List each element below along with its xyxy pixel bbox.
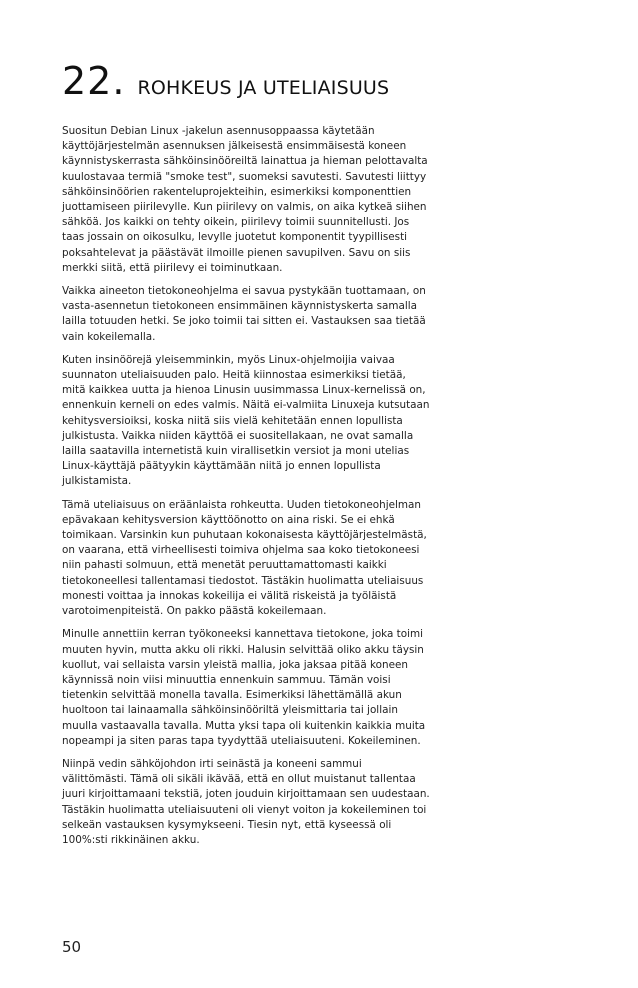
- chapter-body: [62, 124, 430, 856]
- chapter-number: 22.: [62, 59, 126, 103]
- page-number: 50: [62, 938, 82, 956]
- chapter-heading: [62, 59, 390, 103]
- paragraph: Kuten insinöörejä yleisemminkin, myös Linux-ohjelmoijia vaivaa suunnaton uteliaisuuden palo. Heitä kiinnostaa esimerkiksi tietää, mitä kaikkea uutta ja hienoa Linusin uusimmassa Linux-kernelissä on, ennenkuin kerneli on edes valmis. Näitä ei-valmiita Linuxeja kutsutaan kehitysversioiksi, koska niitä siis vielä kehitetään ennen lopullista julkistusta. Vaikka niiden käyttöä ei suositellakaan, ne ovat samalla lailla saatavilla internetistä kuin virallisetkin versiot ja moni utelias Linux-käyttäjä päätyykin käyttämään niitä jo ennen lopullista julkistamista.: [62, 353, 430, 488]
- paragraph: Tämä uteliaisuus on eräänlaista rohkeutta. Uuden tietokoneohjelman epävakaan kehitysversion käyttöönotto on aina riski. Se ei ehkä toimikaan. Varsinkin kun puhutaan kokonaisesta käyttöjärjestelmästä, on vaarana, että virheellisesti toimiva ohjelma saa koko tietokoneesi niin pahasti solmuun, että menetät peruuttamattomasti kaikki tietokoneellesi tallentamasi tiedostot. Tästäkin huolimatta uteliaisuus monesti voittaa ja innokas kokeilija ei välitä riskeistä ja työläistä varotoimenpiteistä. On pakko päästä kokeilemaan.: [62, 498, 427, 618]
- paragraph: Vaikka aineeton tietokoneohjelma ei savua pystykään tuottamaan, on vasta-asennetun tietokoneen ensimmäinen käynnistyskerta samalla lailla totuuden hetki. Se joko toimii tai sitten ei. Vastauksen saa tietää vain kokeilemalla.: [62, 285, 426, 343]
- paragraph: Niinpä vedin sähköjohdon irti seinästä ja koneeni sammui välittömästi. Tämä oli sikäli ikävää, että en ollut muistanut tallentaa juuri kirjoittamaani tekstiä, joten jouduin kirjoittamaan sen uudestaan. Tästäkin huolimatta uteliaisuuteni oli vienyt voiton ja kokeileminen toi selkeän vastauksen kysymykseeni. Tiesin nyt, että kyseessä oli 100%:sti rikkinäinen akku.: [62, 757, 430, 846]
- paragraph: Suositun Debian Linux -jakelun asennusoppaassa käytetään käyttöjärjestelmän asennuksen jälkeisestä ensimmäisestä koneen käynnistyskerrasta sähköinsinööreiltä lainattua ja hieman pelottavalta kuulostavaa termiä "smoke test", suomeksi savutesti. Savutesti liittyy sähköinsinöörien rakenteluprojekteihin, esimerkiksi komponenttien juottamiseen piirilevylle. Kun piirilevy on valmis, on aika kytkeä siihen sähköä. Jos kaikki on tehty oikein, piirilevy toimii suunnitellusti. Jos taas jossain on oikosulku, levylle juotetut komponentit tyypillisesti poksahtelevat ja päästävät ilmoille pienen savupilven. Savu on siis merkki siitä, että piirilevy ei toiminutkaan.: [62, 125, 428, 274]
- chapter-title: ROHKEUS JA UTELIAISUUS: [137, 77, 390, 99]
- paragraph: Minulle annettiin kerran työkoneeksi kannettava tietokone, joka toimi muuten hyvin, mutta akku oli rikki. Halusin selvittää oliko akku täysin kuollut, vai sellaista varsin yleistä mallia, joka jaksaa pitää koneen käynnissä noin viisi minuuttia ennenkuin sammuu. Tämän voisi tietenkin selvittää monella tavalla. Esimerkiksi lähettämällä akun huoltoon tai lainaamalla sähköinsinööriltä yleismittaria tai jollain muulla vastaavalla tavalla. Mutta yksi tapa oli kuitenkin kaikkia muita nopeampi ja siten paras tapa tyydyttää uteliaisuuteni. Kokeileminen.: [62, 628, 426, 747]
